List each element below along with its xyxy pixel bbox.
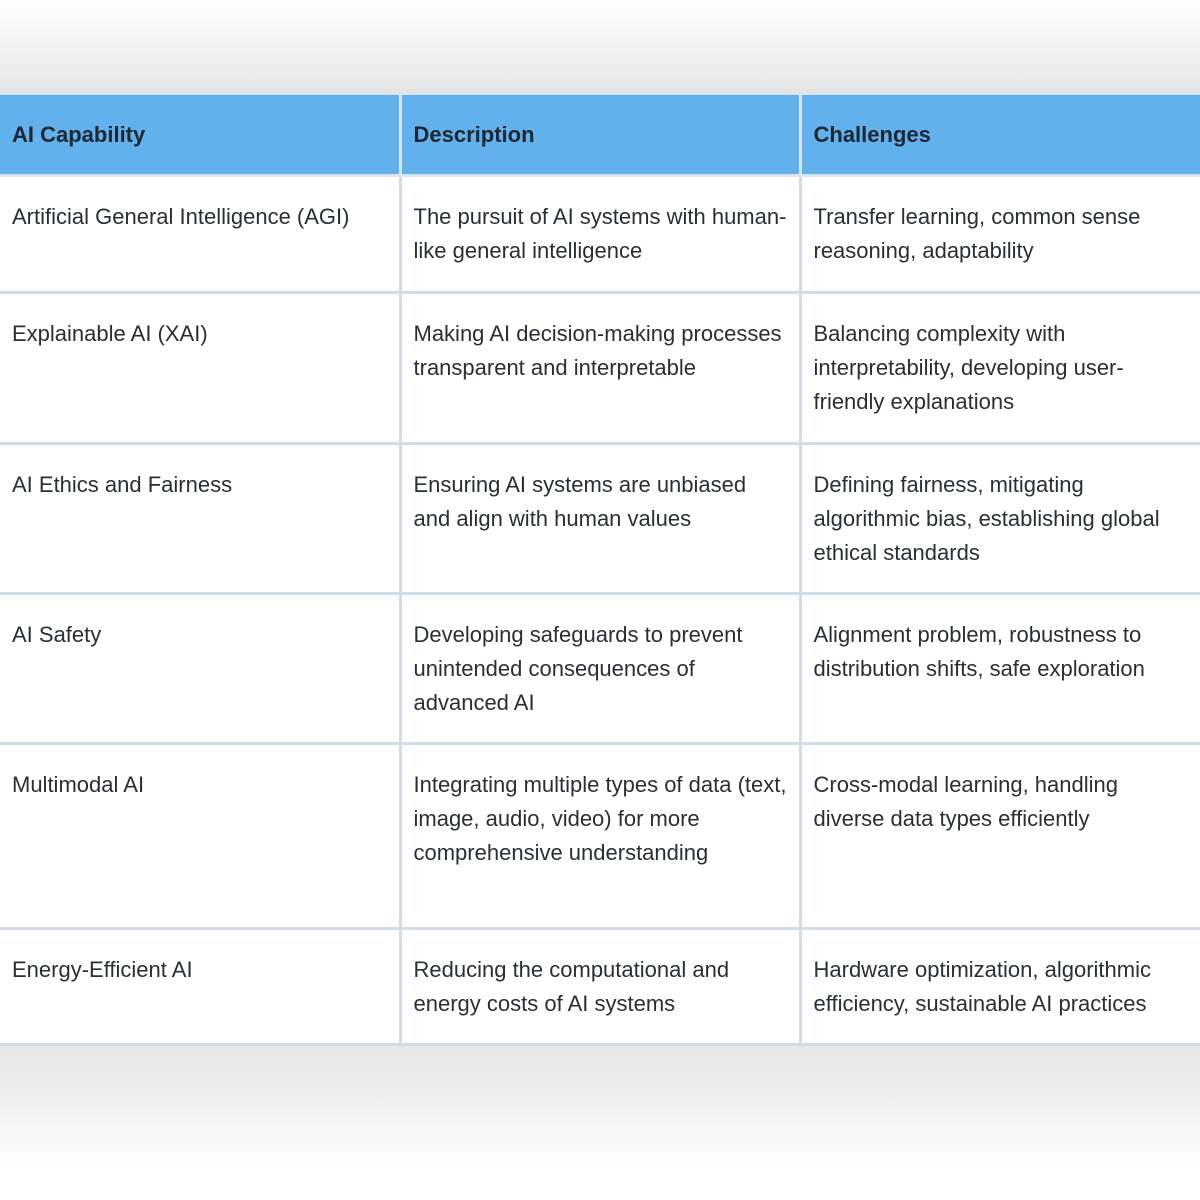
header-description: Description: [400, 94, 800, 176]
challenges-cell: Defining fairness, mitigating algorithmic bias, establishing global ethical standards: [800, 444, 1200, 594]
challenges-cell: Cross-modal learning, handling diverse data types efficiently: [800, 744, 1200, 929]
header-challenges: Challenges: [800, 94, 1200, 176]
challenges-cell: Alignment problem, robustness to distribution shifts, safe exploration: [800, 594, 1200, 744]
description-cell: Integrating multiple types of data (text, image, audio, video) for more comprehensive understanding: [400, 744, 800, 929]
table-container: [0, 92, 1200, 1043]
capability-cell: AI Ethics and Fairness: [0, 444, 400, 594]
header-capability: AI Capability: [0, 94, 400, 176]
challenges-cell: Transfer learning, common sense reasoning, adaptability: [800, 176, 1200, 293]
description-cell: Making AI decision-making processes transparent and interpretable: [400, 293, 800, 444]
description-cell: The pursuit of AI systems with human-like general intelligence: [400, 176, 800, 293]
ai-capabilities-table: [0, 92, 1200, 1046]
capability-cell: Multimodal AI: [0, 744, 400, 929]
table-row: [0, 176, 1200, 293]
table-row: [0, 744, 1200, 929]
table-row: [0, 594, 1200, 744]
capability-cell: Energy-Efficient AI: [0, 929, 400, 1045]
header-row: [0, 94, 1200, 176]
table-row: [0, 929, 1200, 1045]
table-row: [0, 444, 1200, 594]
table-row: [0, 293, 1200, 444]
description-cell: Developing safeguards to prevent unintended consequences of advanced AI: [400, 594, 800, 744]
capability-cell: AI Safety: [0, 594, 400, 744]
challenges-cell: Balancing complexity with interpretability, developing user-friendly explanations: [800, 293, 1200, 444]
description-cell: Ensuring AI systems are unbiased and align with human values: [400, 444, 800, 594]
challenges-cell: Hardware optimization, algorithmic efficiency, sustainable AI practices: [800, 929, 1200, 1045]
capability-cell: Explainable AI (XAI): [0, 293, 400, 444]
capability-cell: Artificial General Intelligence (AGI): [0, 176, 400, 293]
description-cell: Reducing the computational and energy costs of AI systems: [400, 929, 800, 1045]
